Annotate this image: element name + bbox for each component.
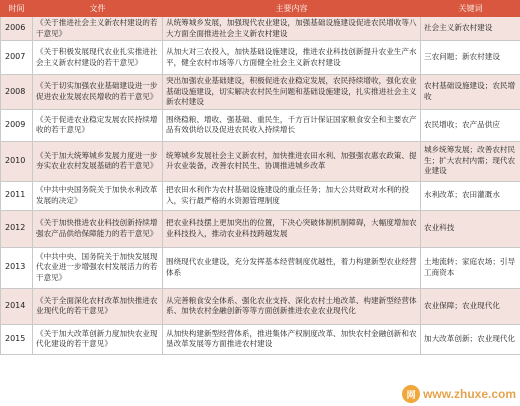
table-row [1,181,520,210]
row-keywords: 加大改革创新；农业现代化 [421,324,520,354]
watermark-logo-icon: 网 [402,385,420,403]
row-keywords: 土地流转；家庭农场；引导工商资本 [421,247,520,288]
row-document: 《关于切实加强农业基础建设进一步促进农业发展农民增收的若干意见》 [33,75,163,110]
row-year: 2008 [1,75,33,110]
table-row [1,324,520,354]
row-document: 《中共中央国务院关于加快水利改革发展的决定》 [33,181,163,210]
row-keywords: 农民增收；农产品供应 [421,109,520,141]
row-year: 2015 [1,324,33,354]
row-content: 从统筹城乡发展，加强现代农业建设，加强基础设施建设促进农民增收等八大方面全面推进社会主义新农村建设 [163,17,421,41]
row-year: 2009 [1,109,33,141]
row-year: 2012 [1,210,33,247]
row-document: 《关于加大统筹城乡发展力度进一步夯实农业农村发展基础的若干意见》 [33,141,163,181]
table-row [1,210,520,247]
row-document: 《关于加快推进农业科技创新持续增强农产品供给保障能力的若干意见》 [33,210,163,247]
row-content: 突出加强农业基础建设，积极促进农业稳定发展，农民持续增收，强化农业基础设施建设，切实解决农村民生问题和基础设施建设，扎实推进社会主义新农村建设 [163,75,421,110]
row-keywords: 水利改革；农田灌溉水 [421,181,520,210]
row-keywords: 城乡统筹发展；改善农村民生；扩大农村内需；现代农业建设 [421,141,520,181]
row-document: 《关于促进农业稳定发展农民持续增收的若干意见》 [33,109,163,141]
row-year: 2006 [1,17,33,41]
row-year: 2007 [1,41,33,75]
row-keywords: 农业科技 [421,210,520,247]
table-row [1,109,520,141]
header-row [1,1,520,17]
table-row [1,75,520,110]
table-header [1,1,520,17]
table-row [1,141,520,181]
row-document: 《中共中央、国务院关于加快发展现代农业进一步增强农村发展活力的若干意见》 [33,247,163,288]
row-keywords: 农村基础设施建设；农民增收 [421,75,520,110]
row-content: 把农业科技摆上更加突出的位置，下决心突破体制机制障碍，大幅度增加农业科技投入，推动农业科技跨越发展 [163,210,421,247]
row-year: 2011 [1,181,33,210]
header-keywords: 关键词 [421,1,520,17]
header-content: 主要内容 [163,1,421,17]
row-year: 2010 [1,141,33,181]
table-row [1,247,520,288]
row-content: 把农田水利作为农村基础设施建设的重点任务；加大公共财政对水利的投入，实行最严格的水资源管理制度 [163,181,421,210]
header-doc: 文件 [33,1,163,17]
row-document: 《关于全面深化农村改革加快推进农业现代化的若干意见》 [33,288,163,324]
row-keywords: 农业保障；农业现代化 [421,288,520,324]
table-row [1,17,520,41]
table-row [1,41,520,75]
site-watermark [396,384,516,404]
row-keywords: 社会主义新农村建设 [421,17,520,41]
table-body [1,17,520,355]
row-document: 《关于积极发展现代农业扎实推进社会主义新农村建设的若干意见》 [33,41,163,75]
row-content: 从加快构建新型经营体系，推进集体产权制度改革、加快农村金融创新和农垦改革发展等方面推进农村建设 [163,324,421,354]
header-year: 时间 [1,1,33,17]
row-year: 2014 [1,288,33,324]
row-content: 围绕稳粮、增收、强基础、重民生，千方百计保证国家粮食安全和主要农产品有效供给以及促进农民收入持续增长 [163,109,421,141]
row-content: 统筹城乡发展社会主义新农村，加快推进农田水利、加强强农惠农政策、提升农业装备，改善农村民生、协调推进城乡改革 [163,141,421,181]
row-content: 从完善粮食安全体系、强化农业支持、深化农村土地改革、构建新型经营体系、加快农村金融创新等等方面创新推进农业农业现代化 [163,288,421,324]
row-year: 2013 [1,247,33,288]
row-document: 《关于加大改革创新力度加快农业现代化建设的若干意见》 [33,324,163,354]
row-document: 《关于推进社会主义新农村建设的若干意见》 [33,17,163,41]
watermark-text: www.zhuxe.com [423,387,516,401]
row-content: 从加大对三农投入，加快基础设施建设，推进农业科技创新提升农业生产水平，健全农村市场等八方面健全社会主义新农村建设 [163,41,421,75]
table-row [1,288,520,324]
row-content: 围绕现代农业建设，充分发挥基本经营制度优越性，着力构建新型农业经营体系 [163,247,421,288]
row-keywords: 三农问题；新农村建设 [421,41,520,75]
